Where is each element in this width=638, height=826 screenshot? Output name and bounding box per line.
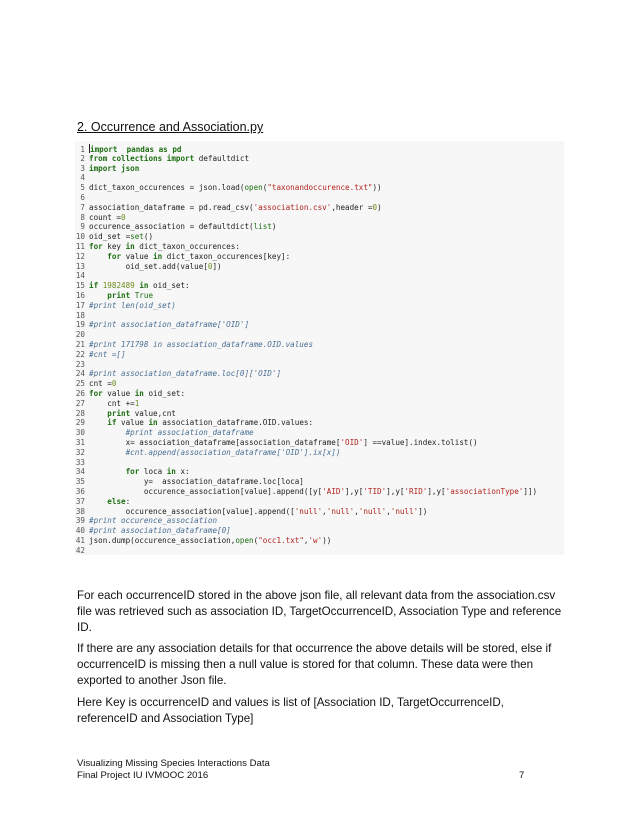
code-token: if [89,281,99,291]
code-line [75,360,89,370]
line-number: 12 [75,251,85,261]
code-line [75,487,537,497]
code-token: #print association_dataframe[0] [89,526,231,536]
line-number: 27 [75,398,85,408]
line-number: 38 [75,506,85,516]
code-token [89,418,107,427]
code-token: in [125,242,135,251]
code-token: #print association_dataframe.loc[0]['OID'] [89,369,282,379]
code-line [75,507,427,517]
code-token: if [107,418,117,428]
line-number: 8 [80,212,85,222]
code-line [75,222,276,232]
code-line [75,301,176,311]
code-token: in [166,467,176,477]
code-line [75,154,249,164]
paragraph-1: For each occurrenceID stored in the above json file, all relevant data from the association.csv file was retrieved such as association ID, TargetOccurrenceID, Association Type and reference ID. [77,589,562,634]
code-line [75,340,313,350]
code-line [75,389,185,399]
code-line [75,252,290,262]
code-token: defaultdict [194,153,250,163]
line-number: 21 [75,340,85,349]
line-number: 31 [75,438,85,447]
code-token: pd [172,145,182,154]
line-number: 4 [80,173,85,183]
code-token: 0 [121,212,126,222]
code-line [75,271,89,281]
line-number: 9 [80,222,85,232]
code-token: ],y[ [345,487,364,496]
line-number: 32 [75,447,85,457]
code-token: import [89,163,117,173]
code-token: in [148,418,158,428]
code-token: , [354,506,359,516]
code-token: #print len(oid_set) [89,300,176,310]
code-token: True [134,291,154,300]
code-token [89,252,107,261]
paragraph-3: Here Key is occurrenceID and values is list of [Association ID, TargetOccurrenceID, referenceID and Association Type] [77,696,504,725]
line-number: 42 [75,545,85,555]
code-token: () [143,232,154,242]
code-line [75,418,313,428]
code-token [117,145,126,154]
code-token: in [153,251,163,261]
code-token: , [303,536,309,545]
code-line [75,144,182,154]
code-token: )) [372,183,382,193]
code-token [89,448,126,457]
code-token: cnt += [89,398,135,408]
code-token: for [89,389,103,398]
code-token: #print association_dataframe['OID'] [89,320,250,330]
code-token: ],y[ [386,487,405,496]
line-number: 35 [75,477,85,487]
code-line [75,467,190,477]
code-token: oid_set: [143,389,186,398]
code-line [75,281,190,291]
code-token: #cnt.append(association_dataframe['OID'].ix[x]) [125,447,341,457]
code-token: 'null' [390,506,419,516]
code-token: in [139,281,149,291]
code-line [75,320,249,330]
paragraph-2: If there are any association details for that occurrence the above details will be stored, else if occurrenceID is missing then a null value is stored for that column. These data were then exported to another Json file. [77,642,552,687]
code-token: dict_taxon_occurences[key]: [162,251,291,261]
code-token: dict_taxon_occurences: [134,242,240,251]
code-token: 'null' [294,506,323,516]
code-token: for [107,251,122,261]
line-number: 40 [75,526,85,536]
code-token: 'null' [358,506,387,516]
code-token [89,467,126,476]
code-line [75,350,126,360]
code-token: as [158,145,168,154]
code-line [75,379,116,389]
code-token: 'OID' [340,438,364,447]
code-token: json.dump(occurence_association, [89,536,236,545]
code-line [75,409,176,419]
code-line [75,262,222,272]
code-token: oid_set: [148,281,190,291]
line-number: 28 [75,408,85,418]
code-line [75,242,240,252]
code-token: , [322,506,327,516]
code-line [75,213,126,223]
line-number: 5 [80,183,85,193]
code-line [75,458,89,468]
code-token: import [90,145,118,154]
code-token: )) [322,536,332,545]
code-token: 'association.csv' [253,202,332,212]
code-token: ],y[ [427,487,446,496]
code-token: , [386,506,391,516]
code-token: 0 [207,261,213,271]
line-number: 19 [75,320,85,330]
code-token: association_dataframe = pd.read_csv( [89,202,254,212]
code-token: 'TID' [363,487,387,496]
code-token [89,497,107,506]
code-token: loca [139,467,167,477]
code-line [75,448,340,458]
line-number: 2 [80,153,85,163]
code-token: 1982489 [102,281,135,291]
line-number: 16 [75,291,85,300]
line-number: 15 [75,281,85,291]
code-token: occurence_association[value].append([y[ [89,487,323,496]
section-heading: 2. Occurrence and Association.py [77,120,264,134]
code-token: cnt = [89,379,112,389]
line-number: 29 [75,418,85,428]
line-number: 23 [75,359,85,369]
line-number: 26 [75,389,85,398]
code-line [75,399,139,409]
code-token: : [125,496,131,506]
code-token: association_dataframe.OID.values: [157,418,314,428]
code-line [75,291,153,301]
footer-subtitle: Final Project IU IVMOOC 2016 [77,770,209,781]
line-number: 39 [75,516,85,526]
line-number: 17 [75,300,85,310]
code-token: ] ==value].index.tolist() [363,438,478,447]
code-token: from [89,153,108,163]
line-number: 7 [80,202,85,212]
code-token: value [121,251,154,261]
code-line [75,193,89,203]
code-line [75,516,217,526]
code-token: ( [253,536,259,545]
line-number: 24 [75,369,85,379]
line-number: 1 [80,145,85,154]
code-token: else [107,496,126,506]
code-token: list [253,222,272,232]
line-number: 30 [75,428,85,438]
code-line [75,369,281,379]
line-number: 14 [75,271,85,281]
code-token: open [235,536,254,545]
code-line [75,536,331,546]
line-number: 18 [75,310,85,320]
code-token: ]) [418,506,428,516]
line-number: 10 [75,232,85,242]
line-number: 11 [75,242,85,251]
line-number: 6 [80,193,85,202]
line-number: 22 [75,349,85,359]
code-token: key [102,242,126,251]
code-token: value [102,389,135,398]
code-token [89,291,107,300]
code-token [89,428,126,437]
footer-title: Visualizing Missing Species Interactions Data [77,758,270,769]
code-line [75,183,382,193]
code-token: 0 [111,379,117,389]
code-token: #cnt =[] [89,349,126,359]
line-number: 33 [75,457,85,467]
line-number: 34 [75,467,85,477]
code-line [75,330,89,340]
line-number: 13 [75,261,85,271]
code-token: oid_set.add(value[ [89,261,208,271]
code-line [75,232,153,242]
code-token: open [244,183,263,193]
line-number: 25 [75,379,85,389]
code-token: ]]) [523,487,538,496]
code-token: json [121,163,140,173]
line-number: 3 [80,163,85,173]
line-number: 20 [75,330,85,340]
code-token: for [89,242,103,251]
code-token: 'RID' [404,487,428,496]
code-token: y= association_dataframe.loc[loca] [89,477,304,487]
code-token: 0 [372,202,378,212]
code-token: in [134,389,144,398]
code-line [75,311,89,321]
code-token: pandas [126,145,155,154]
code-line [75,203,382,213]
line-number: 37 [75,496,85,506]
code-token: for [125,467,140,477]
code-line [75,497,130,507]
line-number: 41 [75,536,85,545]
code-token: value,cnt [130,408,176,418]
code-token: ]) [212,261,222,271]
code-token [89,409,107,418]
code-token: print [107,291,131,300]
code-token: "taxonandoccurence.txt" [267,183,373,193]
code-token: 'null' [326,506,355,516]
code-token: import [166,153,195,163]
code-token: "occ1.txt" [258,536,304,545]
code-block [75,141,564,555]
code-line [75,477,304,487]
code-token: occurence_association[value].append([ [89,506,295,516]
code-token: dict_taxon_occurences = json.load( [89,183,245,193]
code-line [75,546,89,556]
code-token: ) [271,222,277,232]
code-token: occurence_association = defaultdict( [89,222,254,232]
code-token: ( [262,183,268,193]
code-token: x: [175,467,190,477]
code-token: ) [377,202,382,212]
code-token: 'AID' [322,487,346,496]
code-token: #print 171798 in association_dataframe.OID.values [89,340,314,349]
code-token: #print occurence_association [89,516,218,526]
code-token: print [107,408,131,418]
code-line [75,428,254,438]
code-token: set [130,232,144,242]
code-token: #print association_dataframe [125,428,254,438]
code-token: 'associationType' [445,487,524,496]
code-line [75,173,89,183]
code-token: value [116,418,149,428]
code-token: collections [111,153,163,163]
code-token: 'w' [308,536,323,545]
code-line [75,164,139,174]
page-number: 7 [519,770,525,781]
code-line [75,526,231,536]
code-line [75,438,478,448]
code-token: x= association_dataframe[association_dataframe[ [89,438,341,447]
code-token: 1 [134,398,140,408]
line-number: 36 [75,487,85,496]
code-token: count = [89,212,122,222]
code-token: ,header = [331,202,373,212]
code-token: oid_set = [89,232,131,242]
